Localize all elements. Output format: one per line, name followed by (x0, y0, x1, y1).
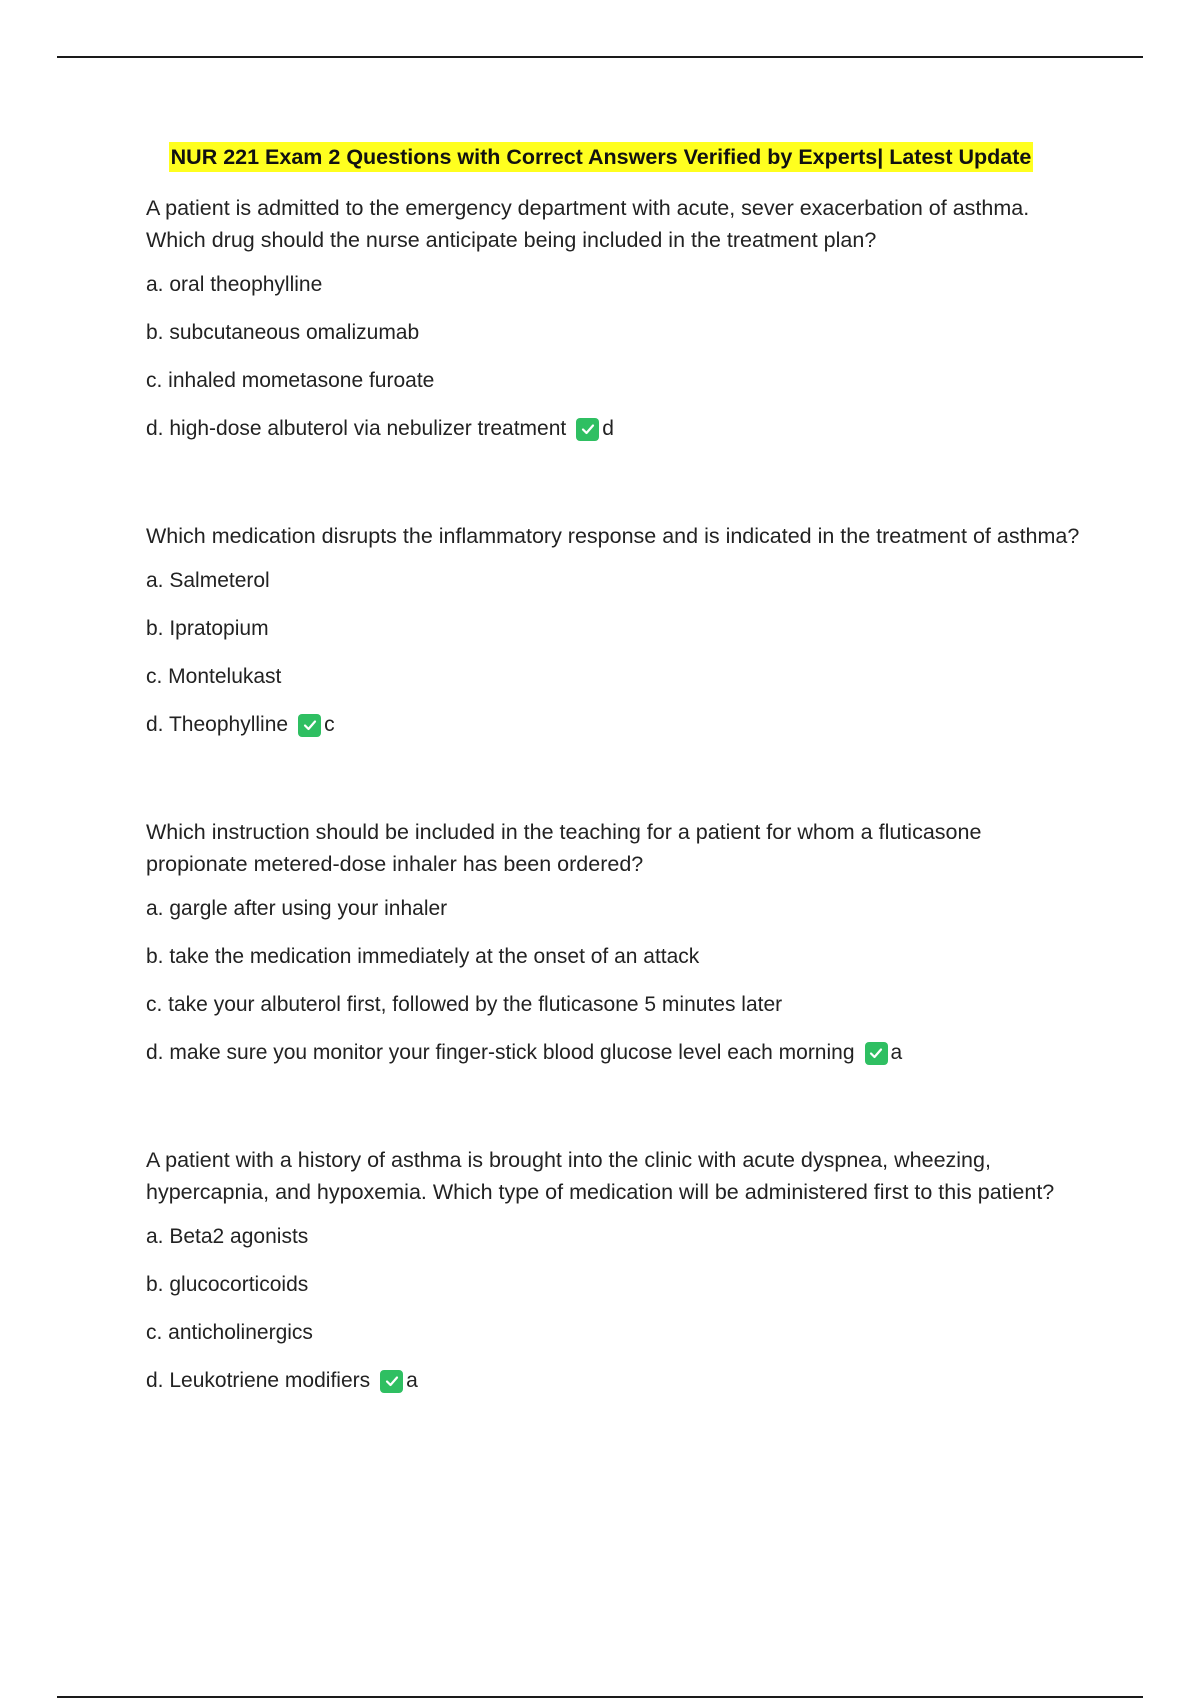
option-a: a. Beta2 agonists (146, 1225, 309, 1248)
option-d: d. Leukotriene modifiers (146, 1369, 371, 1392)
option-c: c. anticholinergics (146, 1321, 313, 1344)
question-block-2 (146, 520, 1086, 740)
document-body (146, 142, 1086, 1472)
title-wrapper (116, 142, 1086, 172)
option-a: a. Salmeterol (146, 569, 270, 592)
option-b: b. Ipratopium (146, 617, 269, 640)
question-block-1 (146, 192, 1086, 444)
top-rule (57, 56, 1143, 58)
check-mark-icon (865, 1042, 888, 1065)
option-b: b. take the medication immediately at the onset of an attack (146, 945, 700, 968)
option-d-row (146, 1038, 1086, 1068)
answer-letter: a (406, 1369, 418, 1392)
answer-letter: c (324, 713, 335, 736)
question-block-4 (146, 1144, 1086, 1396)
option-a: a. oral theophylline (146, 273, 323, 296)
check-mark-icon (576, 418, 599, 441)
check-mark-icon (380, 1370, 403, 1393)
question-text: A patient with a history of asthma is brought into the clinic with acute dyspnea, wheezing, hypercapnia, and hypoxemia. Which type of medication will be administered first to this patient? (146, 1148, 1055, 1204)
document-title: NUR 221 Exam 2 Questions with Correct Answers Verified by Experts| Latest Update (169, 142, 1034, 172)
option-d: d. Theophylline (146, 713, 289, 736)
answer-letter: a (890, 1041, 903, 1064)
option-d: d. make sure you monitor your finger-stick blood glucose level each morning (146, 1041, 855, 1064)
option-c: c. inhaled mometasone furoate (146, 369, 435, 392)
option-d-row (146, 710, 1086, 740)
check-mark-icon (298, 714, 321, 737)
question-text: A patient is admitted to the emergency department with acute, sever exacerbation of asthma. Which drug should the nurse anticipate being included in the treatment plan? (146, 196, 1030, 252)
option-d-row (146, 1366, 1086, 1396)
bottom-rule (57, 1696, 1143, 1698)
option-c: c. take your albuterol first, followed by the fluticasone 5 minutes later (146, 993, 783, 1016)
option-b: b. subcutaneous omalizumab (146, 321, 420, 344)
option-d: d. high-dose albuterol via nebulizer treatment (146, 417, 567, 440)
option-b: b. glucocorticoids (146, 1273, 309, 1296)
option-c: c. Montelukast (146, 665, 282, 688)
answer-letter: d (602, 417, 614, 440)
option-d-row (146, 414, 1086, 444)
question-block-3 (146, 816, 1086, 1068)
option-a: a. gargle after using your inhaler (146, 897, 448, 920)
question-text: Which instruction should be included in the teaching for a patient for whom a fluticasone propionate metered-dose inhaler has been ordered? (146, 820, 982, 876)
question-text: Which medication disrupts the inflammatory response and is indicated in the treatment of asthma? (146, 524, 1080, 548)
